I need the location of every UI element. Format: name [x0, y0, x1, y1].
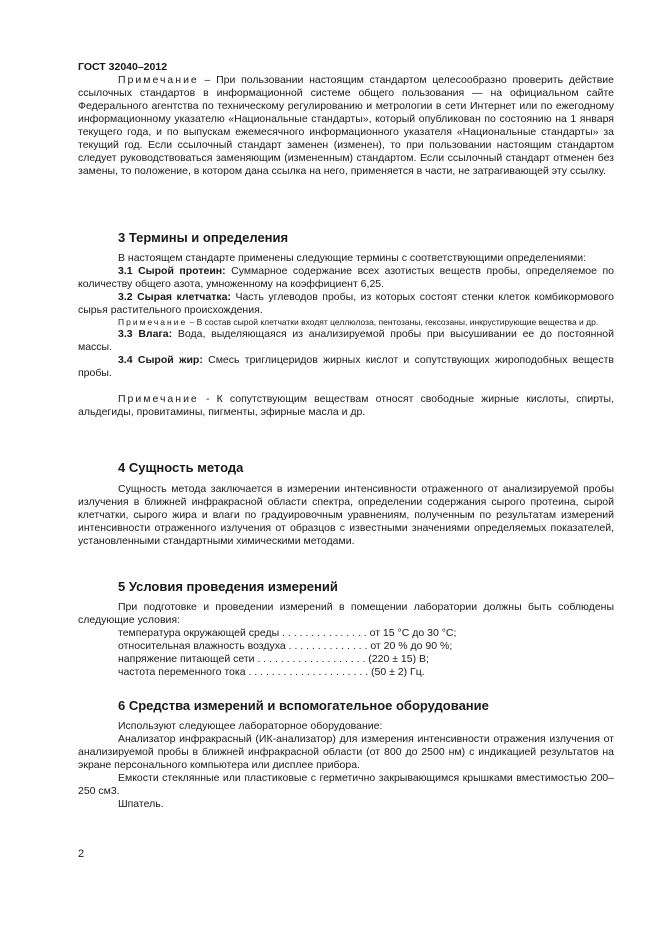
term-3-4-definition: Смесь триглицеридов жирных кислот и сопутствующих жироподобных веществ пробы. — [78, 354, 614, 379]
term-3-2-note-text: – В состав сырой клетчатки входят целлюлоза, пентозаны, гексозаны, инкрустирующие вещества и др. — [187, 317, 599, 327]
note-label: Примечание — [118, 74, 199, 86]
term-3-3-name: 3.3 Влага: — [118, 328, 173, 340]
term-3-2-definition: Часть углеводов пробы, из которых состоят стенки клеток комбикормового сырья растительного происхождения. — [78, 291, 614, 316]
term-3-2-note — [78, 317, 614, 328]
term-3-1-definition: Суммарное содержание всех азотистых веществ пробы, определяемое по количеству общего азота, умноженному на коэффициент 6,25. — [78, 265, 614, 290]
term-3-2 — [78, 291, 614, 317]
term-3-2-note-label: Примечание — [118, 317, 188, 327]
section-5-intro: При подготовке и проведении измерений в помещении лаборатории должны быть соблюдены следующие условия: — [78, 601, 614, 626]
standard-header: ГОСТ 32040–2012 — [78, 61, 168, 73]
term-3-2-name: 3.2 Сырая клетчатка: — [118, 291, 231, 303]
term-3-1-name: 3.1 Сырой протеин: — [118, 265, 226, 277]
equipment-spatula: Шпатель. — [118, 798, 164, 810]
section-6-title: 6 Средства измерений и вспомогательное оборудование — [118, 698, 489, 713]
term-3-4-name: 3.4 Сырой жир: — [118, 354, 203, 366]
condition-frequency: частота переменного тока . . . . . . . . . . . . . . . . . . . . . (50 ± 2) Гц. — [118, 666, 425, 678]
section-3-note — [78, 393, 614, 419]
equipment-intro: Используют следующее лабораторное оборудование: — [118, 720, 383, 732]
section-3-body — [78, 252, 614, 419]
term-3-3-definition: Вода, выделяющаяся из анализируемой пробы при высушивании ее до постоянной массы. — [78, 328, 614, 353]
section-6-body — [78, 720, 614, 811]
condition-humidity: относительная влажность воздуха . . . . . . . . . . . . . . от 20 % до 90 %; — [118, 640, 453, 652]
note-text: – При пользовании настоящим стандартом целесообразно проверить действие ссылочных стандартов в информационной системе общего пользования — на официальном сайте Федерального агентства по техническому регулированию и метрологии в сети Интернет или по ежегодному информационному указателю «Национальные стандарты», который опубликован по состоянию на 1 января текущего года, и по выпускам ежемесячного информационного указателя «Национальные стандарты» за текущий год. Если ссылочный стандарт заменен (изменен), то при пользовании настоящим стандартом следует руководствоваться заменяющим (измененным) стандартом. Если ссылочный стандарт отменен без замены, то положение, в котором дана ссылка на него, применяется в части, не затрагивающей эту ссылку. — [78, 74, 614, 177]
section-5-body — [78, 601, 614, 679]
condition-voltage: напряжение питающей сети . . . . . . . . . . . . . . . . . . . (220 ± 15) В; — [118, 653, 429, 665]
section-3-title: 3 Термины и определения — [118, 230, 289, 245]
term-3-1 — [78, 265, 614, 291]
page-number: 2 — [78, 848, 85, 860]
reference-note — [78, 74, 614, 178]
condition-temperature: температура окружающей среды . . . . . . . . . . . . . . . от 15 °С до 30 °С; — [118, 627, 457, 639]
equipment-analyzer: Анализатор инфракрасный (ИК-анализатор) для измерения интенсивности отражения излучения от анализируемой пробы в ближней инфракрасной области (от 800 до 2500 нм) с индикацией результатов на экране персонального компьютера или дисплее прибора. — [78, 733, 614, 771]
term-3-3 — [78, 328, 614, 354]
term-3-4 — [78, 354, 614, 380]
equipment-containers: Емкости стеклянные или пластиковые с герметично закрывающимся крышками вместимостью 200–250 см3. — [78, 772, 614, 797]
section-4-title: 4 Сущность метода — [118, 460, 244, 475]
section-3-note-text: - К сопутствующим веществам относят свободные жирные кислоты, спирты, альдегиды, провитамины, пигменты, эфирные масла и др. — [78, 393, 614, 418]
section-3-intro: В настоящем стандарте применены следующие термины с соответствующими определениями: — [118, 252, 587, 264]
section-5-title: 5 Условия проведения измерений — [118, 579, 338, 594]
section-4-text: Сущность метода заключается в измерении интенсивности отраженного от анализируемой пробы излучения в ближней инфракрасной области спектра, определении содержания сырого протеина, сырой клетчатки, сырого жира и влаги по градуировочным уравнениям, полученным по результатам измерений интенсивности отраженного излучения от образцов с известными значениями определяемых показателей, установленными стандартными химическими методами. — [78, 483, 614, 547]
section-3-note-label: Примечание — [118, 393, 199, 405]
